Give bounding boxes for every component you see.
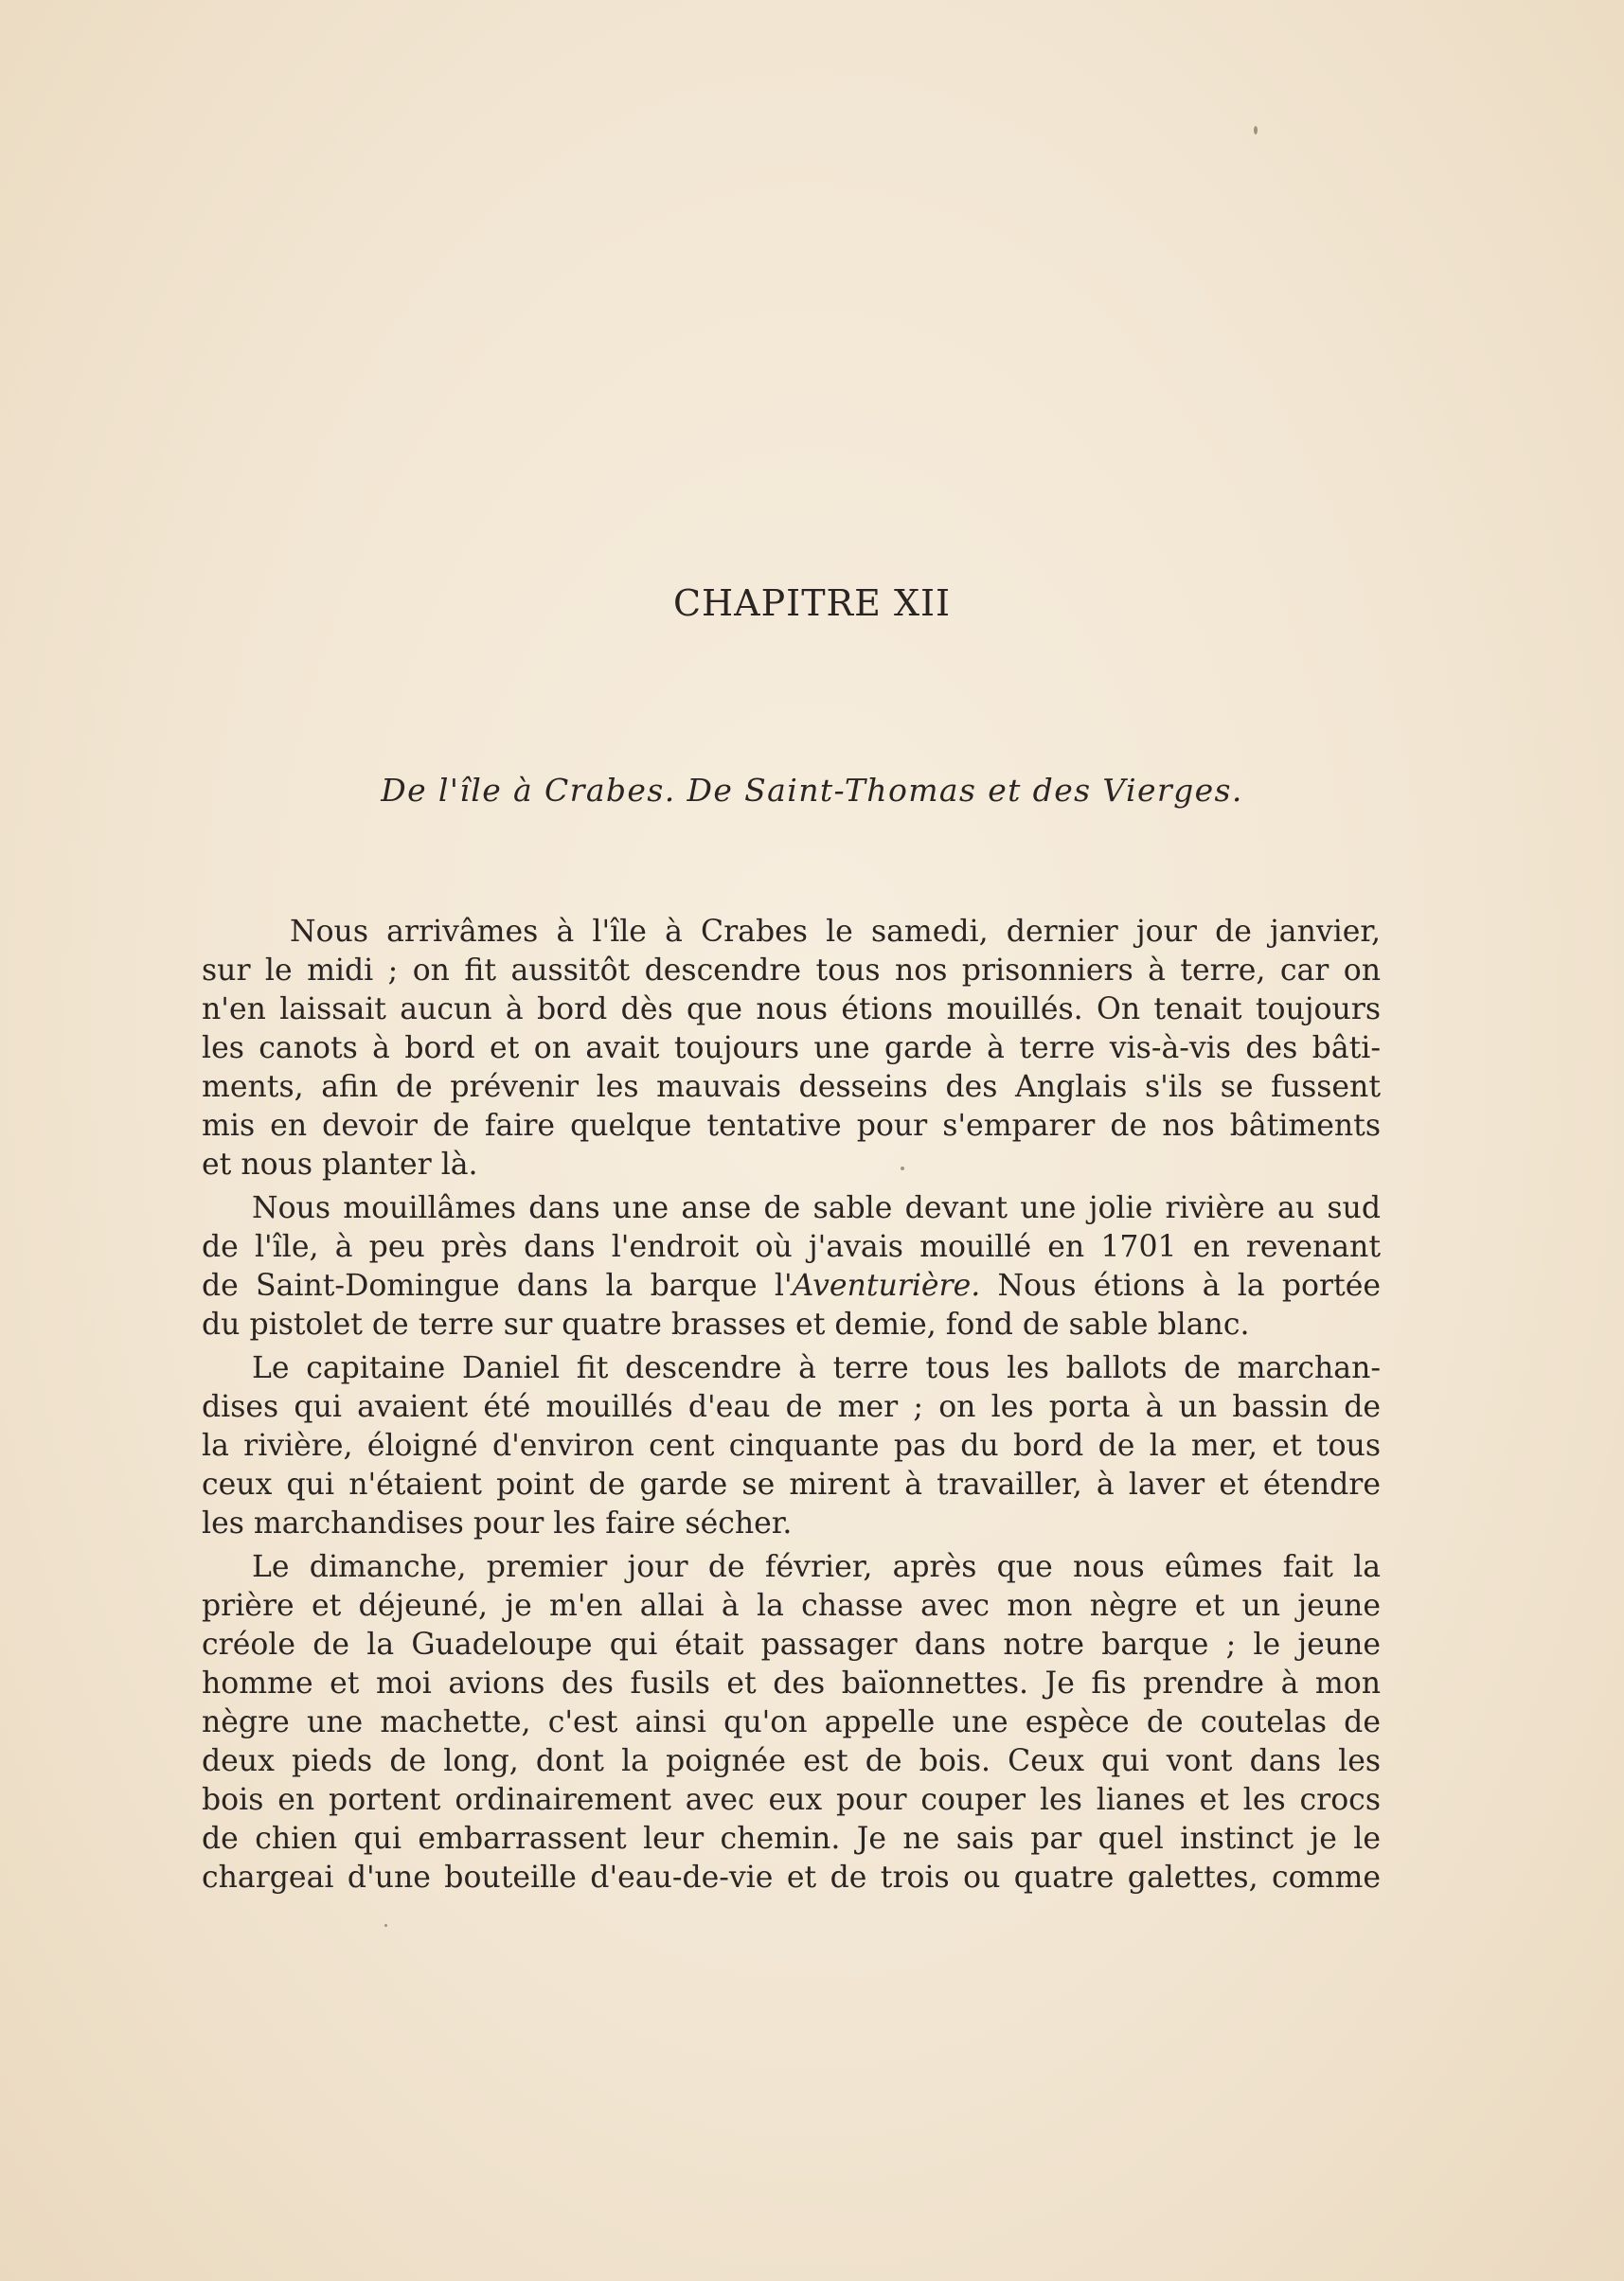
text-line: nègre une machette, c'est ainsi qu'on appelle une espèce de coutelas de — [202, 1705, 1381, 1739]
chapter-subtitle: De l'île à Crabes. De Saint-Thomas et des Vierges. — [381, 772, 1243, 809]
text-line — [202, 1267, 1381, 1306]
text-line: Le capitaine Daniel fit descendre à terre tous les ballots de marchan- — [252, 1351, 1381, 1385]
text-line: les canots à bord et on avait toujours une garde à terre vis-à-vis des bâti- — [202, 1031, 1381, 1065]
text-line: sur le midi ; on fit aussitôt descendre tous nos prisonniers à terre, car on — [202, 953, 1381, 988]
text-line: homme et moi avions des fusils et des baïonnettes. Je fis prendre à mon — [202, 1666, 1381, 1701]
text-line: chargeai d'une bouteille d'eau-de-vie et de trois ou quatre galettes, comme — [202, 1861, 1381, 1895]
text-line-part: de Saint-Domingue dans la barque l' — [202, 1269, 793, 1303]
text-line: ceux qui n'étaient point de garde se mirent à travailler, à laver et étendre — [202, 1468, 1381, 1502]
text-line: mis en devoir de faire quelque tentative pour s'emparer de nos bâtiments — [202, 1109, 1381, 1143]
text-line: n'en laissait aucun à bord dès que nous étions mouillés. On tenait toujours — [202, 992, 1381, 1026]
paragraph-4 — [202, 1548, 1381, 1898]
text-line: Nous arrivâmes à l'île à Crabes le samedi, dernier jour de janvier, — [290, 915, 1381, 949]
paragraph-3 — [202, 1349, 1381, 1543]
text-line: prière et déjeuné, je m'en allai à la chasse avec mon nègre et un jeune — [202, 1589, 1381, 1623]
text-line: Nous mouillâmes dans une anse de sable devant une jolie rivière au sud — [252, 1191, 1381, 1225]
paper-speck — [901, 1167, 904, 1170]
text-line-part: Nous étions à la portée — [980, 1269, 1381, 1303]
paper-speck — [1254, 126, 1258, 134]
chapter-title: CHAPITRE XII — [672, 582, 952, 624]
paper-speck — [384, 1924, 387, 1927]
text-line: la rivière, éloigné d'environ cent cinquante pas du bord de la mer, et tous — [202, 1429, 1381, 1463]
ship-name: Aventurière. — [792, 1269, 981, 1303]
text-line: Le dimanche, premier jour de février, après que nous eûmes fait la — [252, 1550, 1381, 1584]
text-line: deux pieds de long, dont la poignée est de bois. Ceux qui vont dans les — [202, 1744, 1381, 1778]
text-line: ments, afin de prévenir les mauvais desseins des Anglais s'ils se fussent — [202, 1070, 1381, 1104]
paragraph-2 — [202, 1189, 1381, 1345]
text-line: de chien qui embarrassent leur chemin. Je ne sais par quel instinct je le — [202, 1822, 1381, 1856]
text-line: bois en portent ordinairement avec eux pour couper les lianes et les crocs — [202, 1783, 1381, 1817]
text-line: créole de la Guadeloupe qui était passager dans notre barque ; le jeune — [202, 1628, 1381, 1662]
text-line: les marchandises pour les faire sécher. — [202, 1506, 793, 1541]
paragraph-1 — [202, 913, 1381, 1185]
text-line: de l'île, à peu près dans l'endroit où j'avais mouillé en 1701 en revenant — [202, 1230, 1381, 1264]
text-line: dises qui avaient été mouillés d'eau de mer ; on les porta à un bassin de — [202, 1390, 1381, 1424]
text-line: du pistolet de terre sur quatre brasses et demie, fond de sable blanc. — [202, 1308, 1250, 1342]
text-line: et nous planter là. — [202, 1148, 478, 1182]
chapter-body — [202, 913, 1381, 1898]
